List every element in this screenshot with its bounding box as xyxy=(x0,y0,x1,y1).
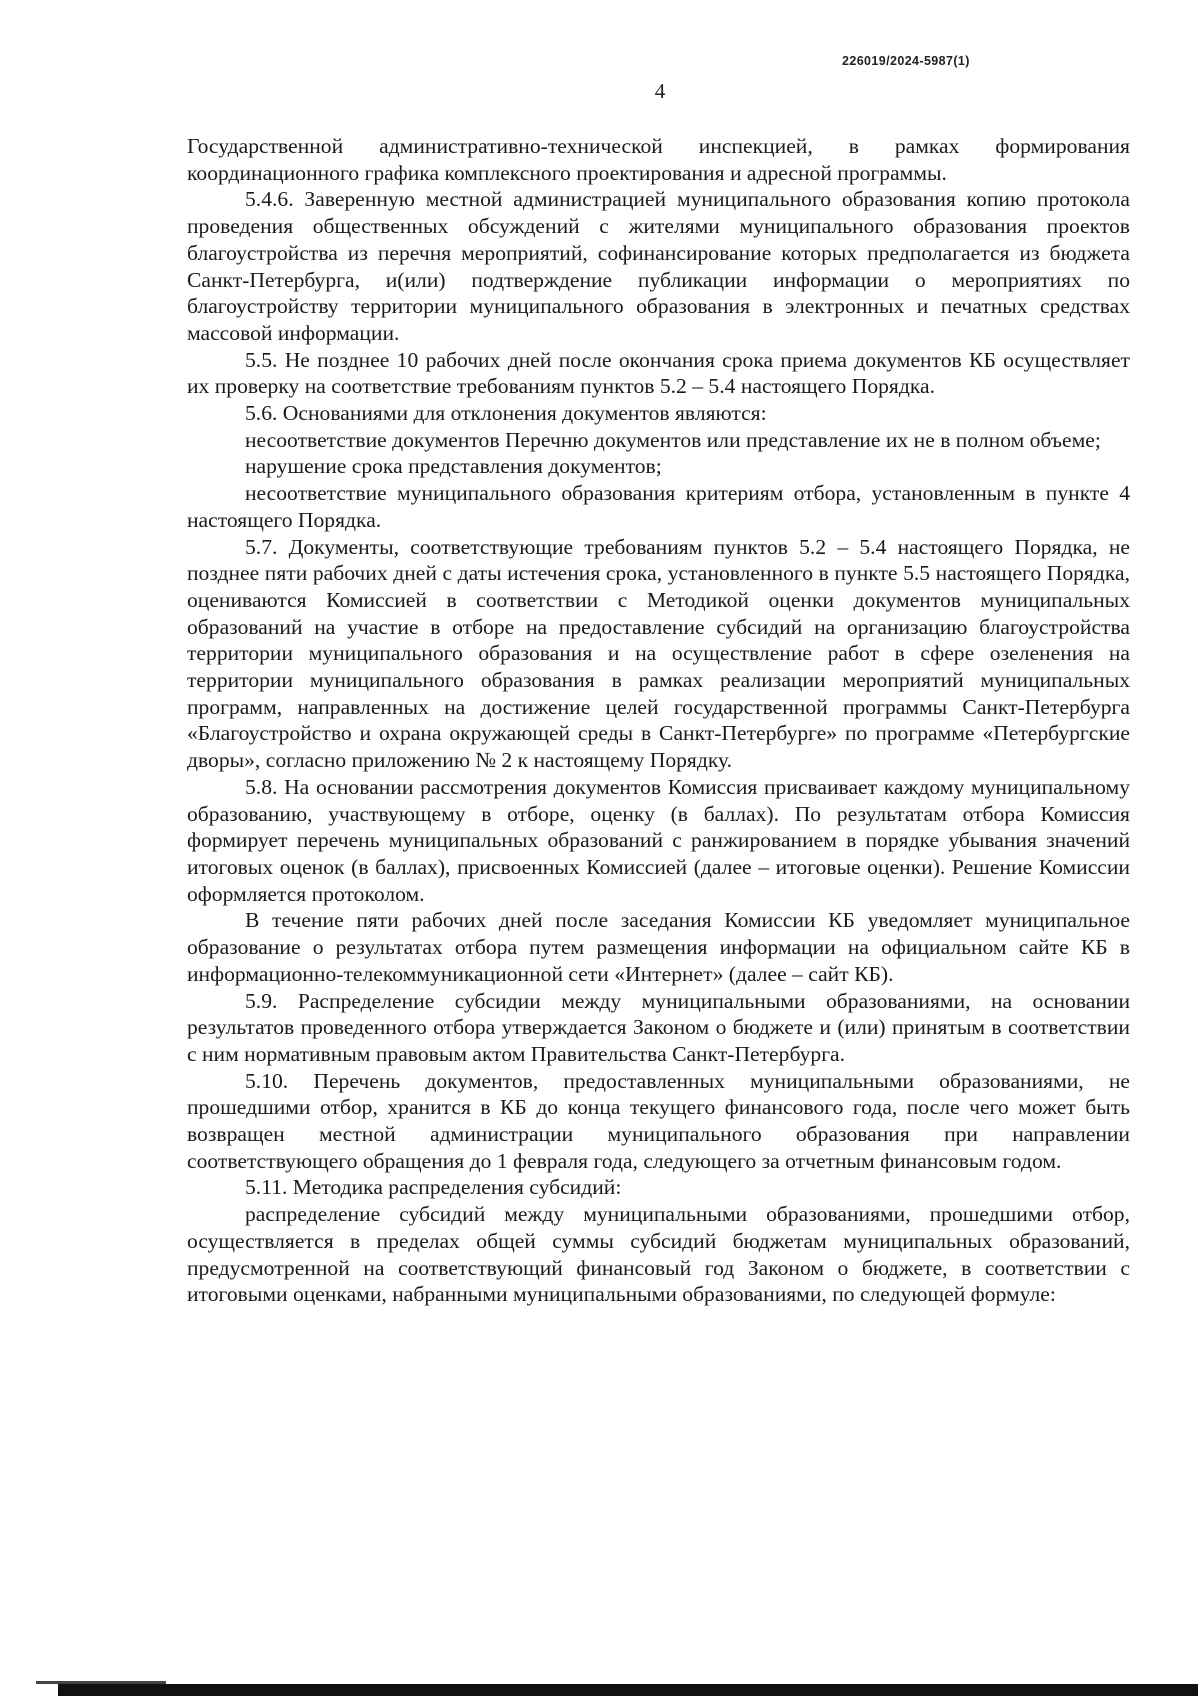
paragraph: нарушение срока представления документов; xyxy=(245,454,662,479)
paragraph: распределение субсидий между муниципальными образованиями, прошедшими отбор, осуществляется в пределах общей суммы субсидий бюджетам муниципальных образований, предусмотренной на соответствующий финансовый год Законом о бюджете, в соответствии с итоговыми оценками, набранными муниципальными образованиями, по следующей формуле: xyxy=(187,1202,1130,1307)
paragraph: 5.4.6. Заверенную местной администрацией муниципального образования копию протокола проведения общественных обсуждений с жителями муниципального образования проектов благоустройства из перечня мероприятий, софинансирование которых предполагается из бюджета Санкт-Петербурга, и(или) подтверждение публикации информации о мероприятиях по благоустройству территории муниципального образования в электронных и печатных средствах массовой информации. xyxy=(187,187,1130,345)
paragraph: В течение пяти рабочих дней после заседания Комиссии КБ уведомляет муниципальное образование о результатах отбора путем размещения информации на официальном сайте КБ в информационно-телекоммуникационной сети «Интернет» (далее – сайт КБ). xyxy=(187,908,1130,986)
paragraph: 5.7. Документы, соответствующие требованиям пунктов 5.2 – 5.4 настоящего Порядка, не позднее пяти рабочих дней с даты истечения срока, установленного в пункте 5.5 настоящего Порядка, оцениваются Комиссией в соответствии с Методикой оценки документов муниципальных образований на участие в отборе на предоставление субсидий на организацию благоустройства территории муниципального образования и на осуществление работ в сфере озеленения на территории муниципального образования в рамках реализации мероприятий муниципальных программ, направленных на достижение целей государственной программы Санкт-Петербурга «Благоустройство и охрана окружающей среды в Санкт-Петербурге» по программе «Петербургские дворы», согласно приложению № 2 к настоящему Порядку. xyxy=(187,534,1130,773)
paragraph: 5.10. Перечень документов, предоставленных муниципальными образованиями, не прошедшими отбор, хранится в КБ до конца текущего финансового года, после чего может быть возвращен местной администрации муниципального образования при направлении соответствующего обращения до 1 февраля года, следующего за отчетным финансовым годом. xyxy=(187,1068,1130,1173)
paragraph: Государственной административно-технической инспекцией, в рамках формирования координационного графика комплексного проектирования и адресной программы. xyxy=(187,134,1130,185)
scan-bottom-edge xyxy=(58,1684,1198,1696)
document-registration-number: 226019/2024-5987(1) xyxy=(842,54,970,68)
paragraph: 5.9. Распределение субсидии между муниципальными образованиями, на основании результатов проведенного отбора утверждается Законом о бюджете и (или) принятым в соответствии с ним нормативным правовым актом Правительства Санкт-Петербурга. xyxy=(187,988,1130,1066)
paragraph: несоответствие муниципального образования критериям отбора, установленным в пункте 4 настоящего Порядка. xyxy=(187,481,1130,532)
paragraph: 5.6. Основаниями для отклонения документов являются: xyxy=(245,401,767,426)
paragraph: несоответствие документов Перечню документов или представление их не в полном объеме; xyxy=(245,427,1101,452)
page-number: 4 xyxy=(654,79,666,103)
paragraph: 5.5. Не позднее 10 рабочих дней после окончания срока приема документов КБ осуществляет их проверку на соответствие требованиям пунктов 5.2 – 5.4 настоящего Порядка. xyxy=(187,347,1130,399)
document-body xyxy=(187,133,1130,1308)
paragraph: 5.8. На основании рассмотрения документов Комиссия присваивает каждому муниципальному образованию, участвующему в отборе, оценку (в баллах). По результатам отбора Комиссия формирует перечень муниципальных образований с ранжированием в порядке убывания значений итоговых оценок (в баллах), присвоенных Комиссией (далее – итоговые оценки). Решение Комиссии оформляется протоколом. xyxy=(187,774,1130,906)
paragraph: 5.11. Методика распределения субсидий: xyxy=(245,1175,622,1200)
